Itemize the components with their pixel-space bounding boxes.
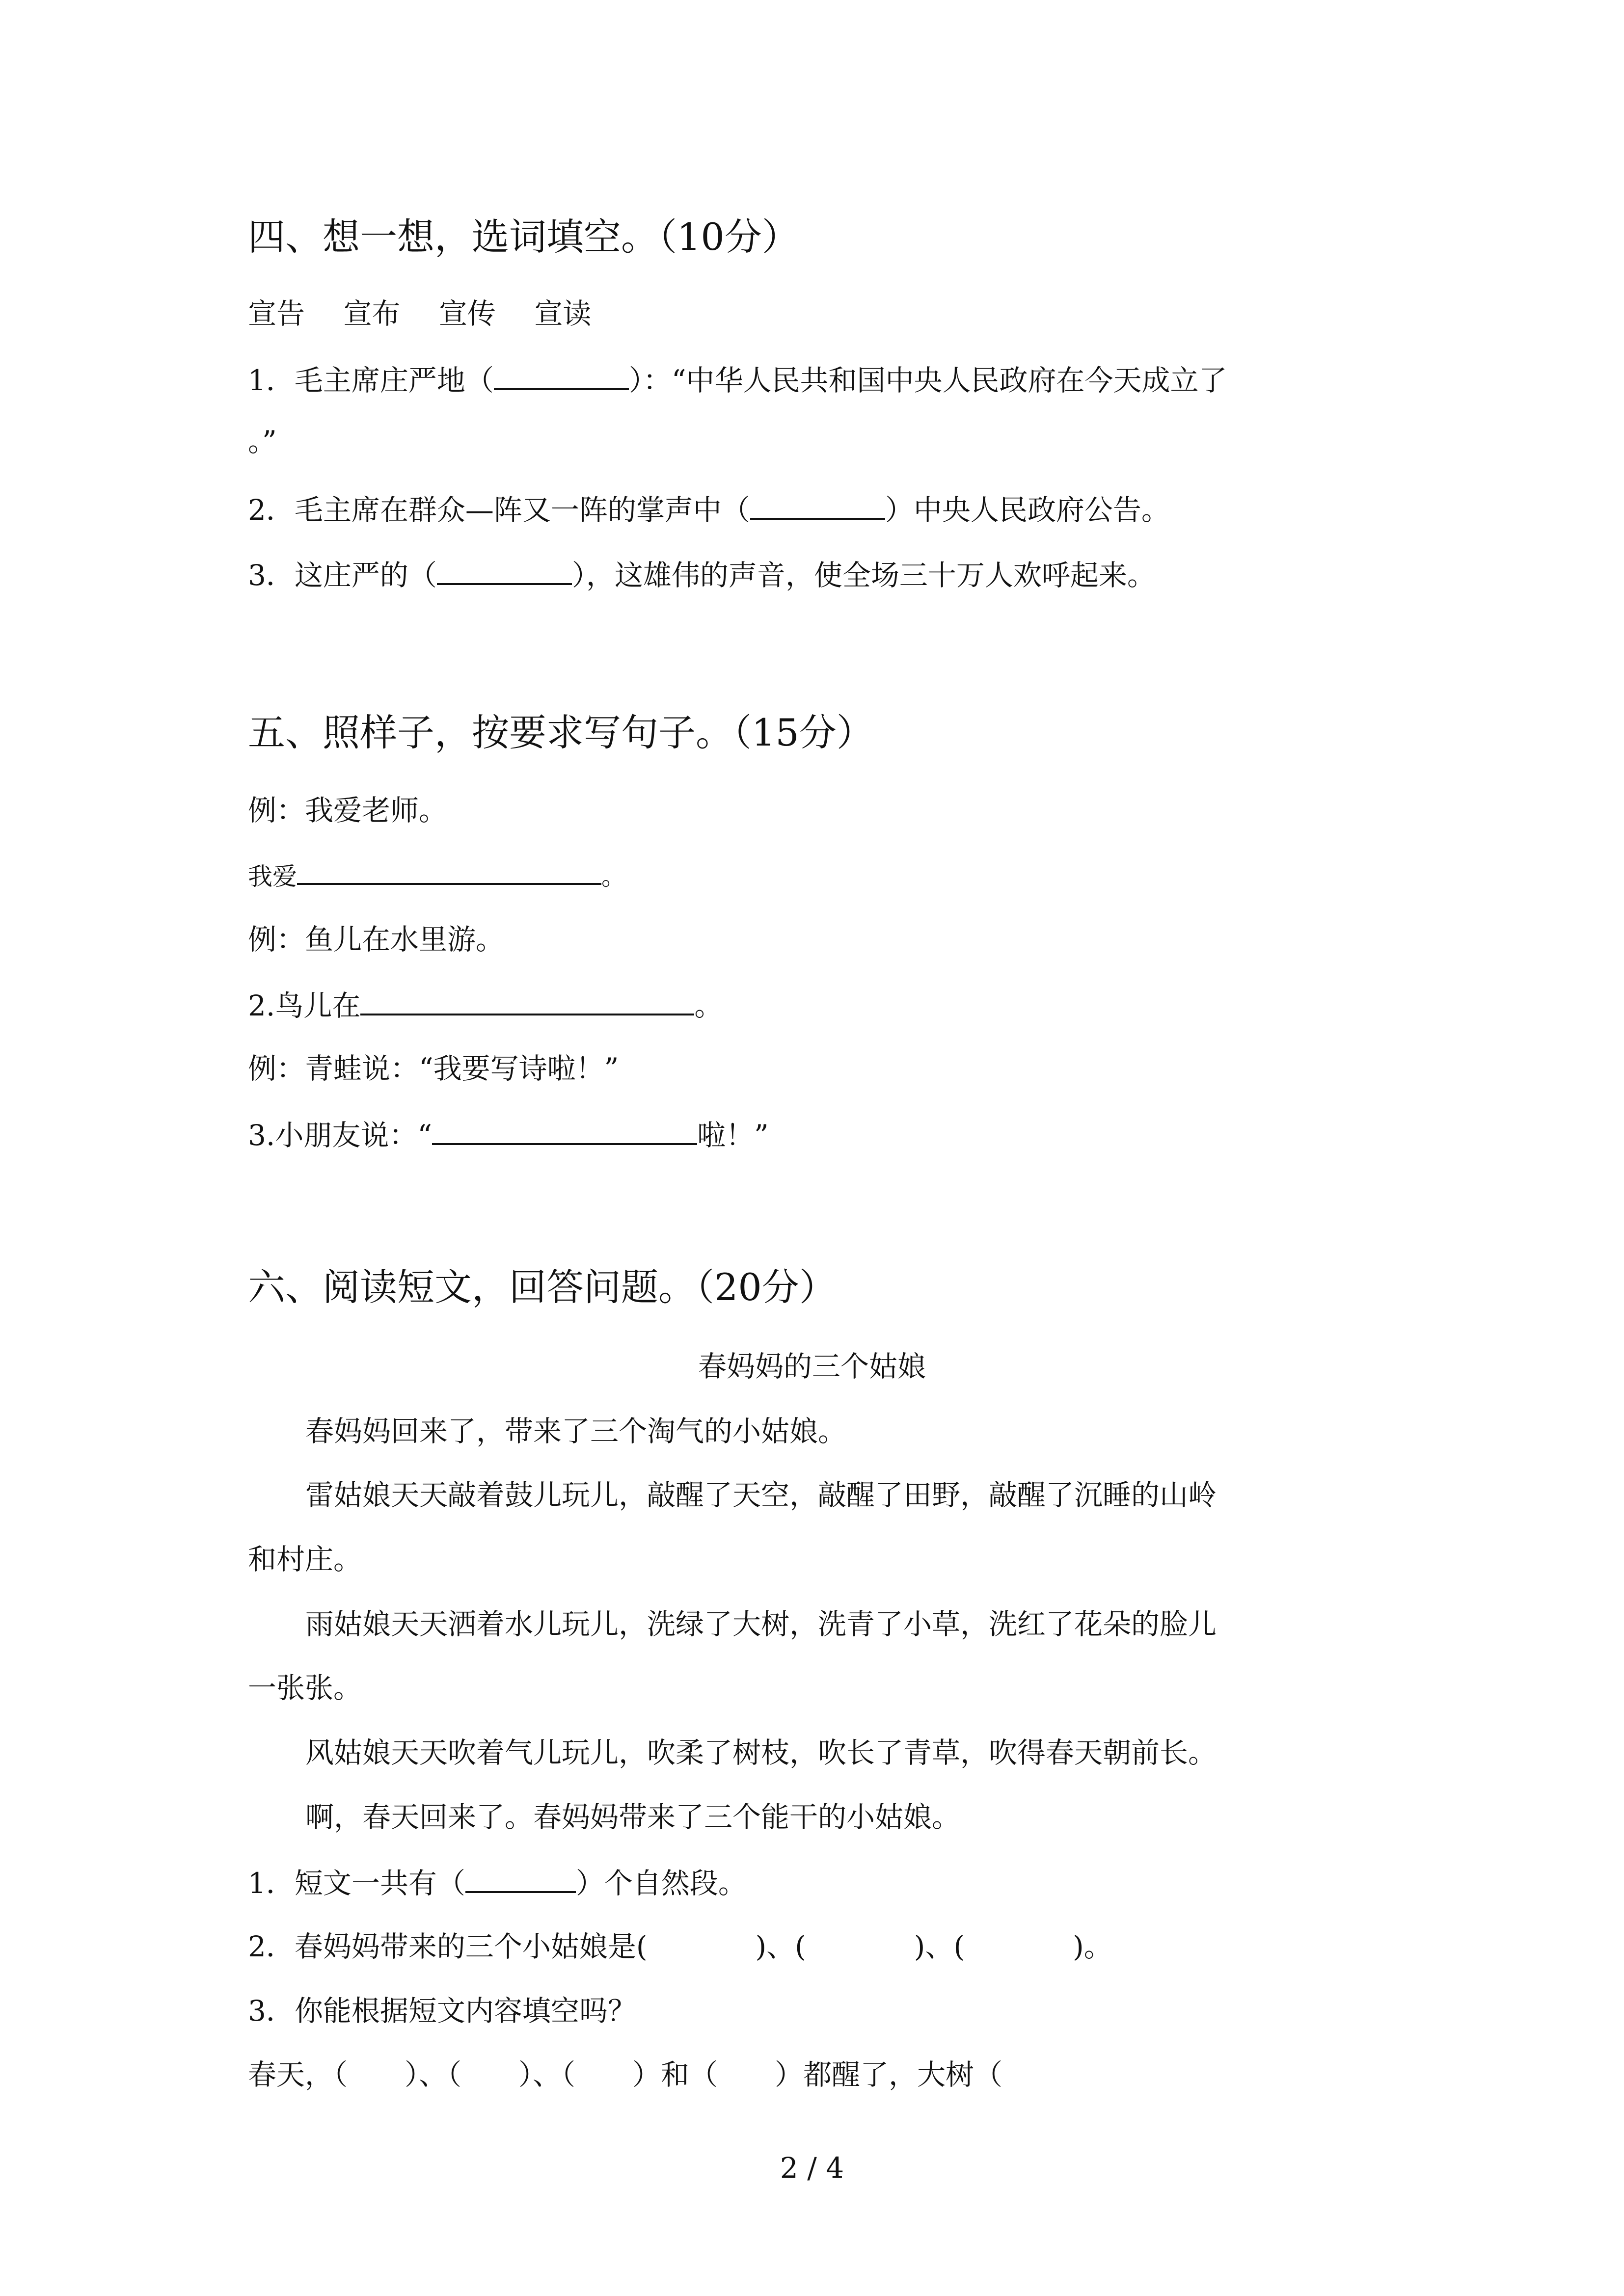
- s5-question-2: [248, 990, 723, 1020]
- s6-question-2: [248, 1932, 1112, 1961]
- s5-q3-text: 3.小朋友说：“: [248, 1119, 432, 1152]
- passage-paragraph-5: 啊，春天回来了。春妈妈带来了三个能干的小姑娘。: [305, 1800, 961, 1834]
- s6-q2-text-end: )。: [1073, 1930, 1112, 1963]
- s5-example-2: 例：鱼儿在水里游。: [248, 923, 505, 956]
- s6-question-1: [248, 1867, 747, 1900]
- s4-question-2: [248, 493, 1170, 527]
- section6-title: 六、阅读短文，回答问题。（20分）: [248, 1265, 837, 1309]
- word-bank: [248, 299, 591, 328]
- s4-question-3: [248, 559, 1156, 592]
- passage-paragraph-4: 风姑娘天天吹着气儿玩儿，吹柔了树枝，吹长了青草，吹得春天朝前长。: [305, 1736, 1217, 1769]
- s5-q3-text-end: 啦！”: [697, 1119, 769, 1152]
- passage-paragraph-1: 春妈妈回来了，带来了三个淘气的小姑娘。: [305, 1415, 847, 1448]
- s6-q1-text-end: ）个自然段。: [575, 1867, 747, 1900]
- s5-example-1: 例：我爱老师。: [248, 794, 448, 827]
- section4-title: 四、想一想，选词填空。（10分）: [248, 215, 799, 259]
- s4-q2-text-end: ）中央人民政府公告。: [885, 493, 1170, 527]
- passage-paragraph-3-cont: 一张张。: [248, 1671, 362, 1705]
- s6-q2-sep: )、(: [755, 1930, 806, 1963]
- s5-example-3: 例：青蛙说：“我要写诗啦！”: [248, 1052, 619, 1085]
- s5-q2-text: 2.鸟儿在: [248, 989, 361, 1022]
- s6-q2-text: 2．春妈妈带来的三个小姑娘是(: [248, 1930, 648, 1963]
- s5-q1-text-end: 。: [601, 862, 626, 891]
- page-number: 2 / 4: [780, 2151, 844, 2185]
- answer-blank[interactable]: [297, 862, 601, 885]
- passage-title: 春妈妈的三个姑娘: [698, 1350, 926, 1383]
- passage-paragraph-2-cont: 和村庄。: [248, 1543, 362, 1576]
- answer-blank[interactable]: [465, 1868, 576, 1893]
- word-bank-item: 宣传: [438, 297, 496, 330]
- section5-title: 五、照样子，按要求写句子。（15分）: [248, 711, 874, 754]
- s5-q1-text: 我爱: [248, 862, 297, 891]
- answer-blank[interactable]: [360, 990, 694, 1015]
- answer-blank[interactable]: [432, 1120, 697, 1145]
- word-bank-item: 宣布: [343, 297, 401, 330]
- answer-blank[interactable]: [437, 560, 572, 585]
- s6-q1-text: 1．短文一共有（: [248, 1867, 465, 1900]
- s4-question-1: [248, 365, 1227, 395]
- s5-question-1: [248, 862, 626, 889]
- answer-blank[interactable]: [750, 494, 885, 520]
- s4-q1-continuation: 。”: [248, 425, 277, 458]
- s5-question-3: [248, 1119, 769, 1152]
- word-bank-item: 宣告: [248, 297, 305, 330]
- s4-q3-text-end: ），这雄伟的声音，使全场三十万人欢呼起来。: [571, 559, 1156, 592]
- s6-q2-sep: )、(: [914, 1930, 965, 1963]
- word-bank-item: 宣读: [534, 297, 592, 330]
- passage-paragraph-2: 雷姑娘天天敲着鼓儿玩儿，敲醒了天空，敲醒了田野，敲醒了沉睡的山岭: [305, 1478, 1217, 1512]
- answer-blank[interactable]: [494, 365, 629, 390]
- s4-q1-text: 1．毛主席庄严地（: [248, 364, 494, 397]
- s4-q3-text: 3．这庄严的（: [248, 559, 437, 592]
- s5-q2-text-end: 。: [694, 989, 723, 1022]
- s4-q2-text: 2．毛主席在群众—阵又一阵的掌声中（: [248, 493, 750, 527]
- s4-q1-text-end: ）：“中华人民共和国中央人民政府在今天成立了: [628, 364, 1227, 397]
- s6-question-3-fill-line: 春天，（ ）、（ ）、（ ）和（ ）都醒了，大树（: [248, 2058, 1003, 2091]
- s6-question-3: 3．你能根据短文内容填空吗？: [248, 1994, 636, 2028]
- passage-paragraph-3: 雨姑娘天天洒着水儿玩儿，洗绿了大树，洗青了小草，洗红了花朵的脸儿: [305, 1607, 1217, 1641]
